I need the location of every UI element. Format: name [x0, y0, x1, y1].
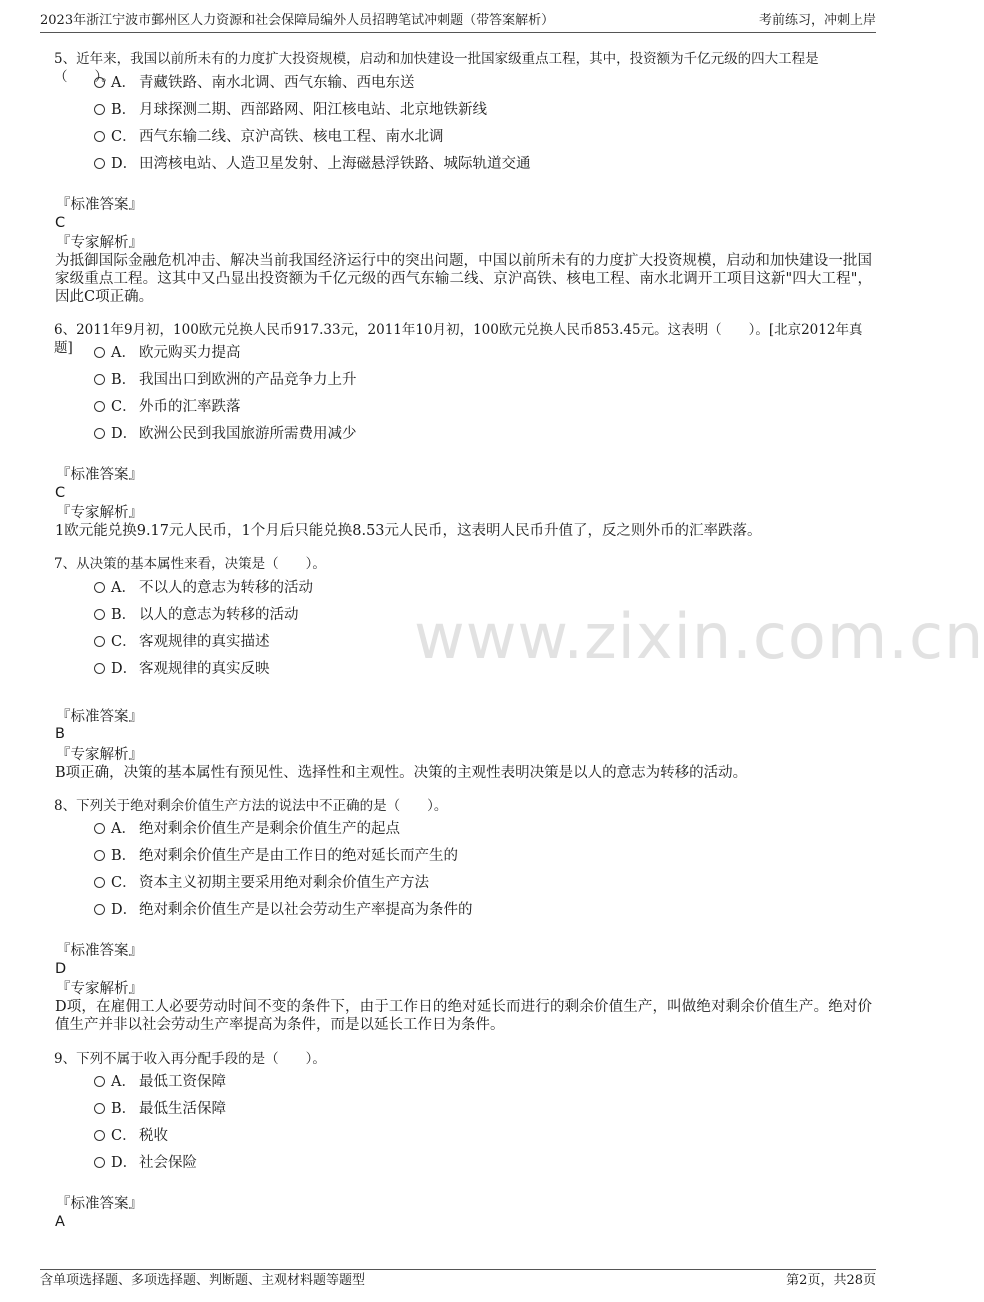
option-c[interactable]: C． 西气东输二线、京沪高铁、核电工程、南水北调 [94, 127, 444, 147]
answer-value: C [55, 485, 66, 501]
option-a[interactable]: A． 最低工资保障 [94, 1072, 226, 1092]
radio-icon[interactable] [94, 582, 105, 593]
option-a[interactable]: A． 欧元购买力提高 [94, 343, 241, 363]
radio-icon[interactable] [94, 904, 105, 915]
option-d[interactable]: D． 绝对剩余价值生产是以社会劳动生产率提高为条件的 [94, 900, 473, 920]
question-stem: 7、从决策的基本属性来看，决策是（ ）。 [54, 556, 326, 572]
radio-icon[interactable] [94, 609, 105, 620]
radio-icon[interactable] [94, 1076, 105, 1087]
radio-icon[interactable] [94, 636, 105, 647]
answer-value: B [55, 726, 65, 742]
radio-icon[interactable] [94, 877, 105, 888]
radio-icon[interactable] [94, 428, 105, 439]
analysis-label: 『专家解析』 [56, 981, 143, 997]
answer-label: 『标准答案』 [56, 197, 143, 213]
analysis-text: 1欧元能兑换9.17元人民币，1个月后只能兑换8.53元人民币，这表明人民币升值了，反之则外币的汇率跌落。 [55, 523, 762, 539]
question-stem: 5、近年来，我国以前所未有的力度扩大投资规模，启动和加快建设一批国家级重点工程，其中，投资额为千亿元级的四大工程是（ ）。 [54, 51, 819, 85]
analysis-label: 『专家解析』 [56, 505, 143, 521]
option-b[interactable]: B． 绝对剩余价值生产是由工作日的绝对延长而产生的 [94, 846, 458, 866]
radio-icon[interactable] [94, 347, 105, 358]
answer-value: C [55, 215, 66, 231]
analysis-label: 『专家解析』 [56, 747, 143, 763]
analysis-text: D项，在雇佣工人必要劳动时间不变的条件下，由于工作日的绝对延长而进行的剩余价值生产，叫做绝对剩余价值生产。绝对价值生产并非以社会劳动生产率提高为条件，而是以延长工作日为条件。 [55, 999, 872, 1033]
analysis-text: B项正确，决策的基本属性有预见性、选择性和主观性。决策的主观性表明决策是以人的意志为转移的活动。 [55, 765, 748, 781]
radio-icon[interactable] [94, 158, 105, 169]
analysis-text: 为抵御国际金融危机冲击、解决当前我国经济运行中的突出问题，中国以前所未有的力度扩大投资规模，启动和加快建设一批国家级重点工程。这其中又凸显出投资额为千亿元级的西气东输二线、京沪高铁、核电工程、南水北调开工项目这新"四大工程"，因此C项正确。 [55, 253, 872, 305]
option-b[interactable]: B． 最低生活保障 [94, 1099, 226, 1119]
header-slogan: 考前练习，冲刺上岸 [758, 13, 876, 28]
page-footer [40, 1269, 876, 1292]
option-a[interactable]: A． 不以人的意志为转移的活动 [94, 578, 313, 598]
radio-icon[interactable] [94, 823, 105, 834]
radio-icon[interactable] [94, 131, 105, 142]
answer-value: D [55, 961, 67, 977]
radio-icon[interactable] [94, 1103, 105, 1114]
analysis-label: 『专家解析』 [56, 235, 143, 251]
option-c[interactable]: C． 资本主义初期主要采用绝对剩余价值生产方法 [94, 873, 429, 893]
option-a[interactable]: A． 青藏铁路、南水北调、西气东输、西电东送 [94, 73, 415, 93]
radio-icon[interactable] [94, 77, 105, 88]
option-c[interactable]: C． 外币的汇率跌落 [94, 397, 241, 417]
answer-label: 『标准答案』 [56, 943, 143, 959]
watermark: www.zixin.com.cn [414, 600, 984, 673]
document-title: 2023年浙江宁波市鄞州区人力资源和社会保障局编外人员招聘笔试冲刺题（带答案解析） [40, 13, 555, 28]
answer-label: 『标准答案』 [56, 1196, 143, 1212]
question-stem: 6、2011年9月初，100欧元兑换人民币917.33元，2011年10月初，100欧元兑换人民币853.45元。这表明（ ）。[北京2012年真题] [54, 322, 863, 356]
option-b[interactable]: B． 我国出口到欧洲的产品竞争力上升 [94, 370, 357, 390]
radio-icon[interactable] [94, 104, 105, 115]
option-b[interactable]: B． 月球探测二期、西部路网、阳江核电站、北京地铁新线 [94, 100, 487, 120]
radio-icon[interactable] [94, 1130, 105, 1141]
radio-icon[interactable] [94, 850, 105, 861]
question-stem: 8、下列关于绝对剩余价值生产方法的说法中不正确的是（ ）。 [54, 798, 448, 814]
page-number: 第2页，共28页 [786, 1273, 876, 1288]
footer-note: 含单项选择题、多项选择题、判断题、主观材料题等题型 [40, 1273, 366, 1288]
option-c[interactable]: C． 税收 [94, 1126, 168, 1146]
option-d[interactable]: D． 欧洲公民到我国旅游所需费用减少 [94, 424, 357, 444]
page-header [40, 10, 876, 33]
radio-icon[interactable] [94, 663, 105, 674]
radio-icon[interactable] [94, 1157, 105, 1168]
option-b[interactable]: B． 以人的意志为转移的活动 [94, 605, 299, 625]
answer-label: 『标准答案』 [56, 709, 143, 725]
option-d[interactable]: D． 社会保险 [94, 1153, 197, 1173]
answer-value: A [55, 1214, 65, 1230]
option-d[interactable]: D． 客观规律的真实反映 [94, 659, 270, 679]
option-c[interactable]: C． 客观规律的真实描述 [94, 632, 270, 652]
radio-icon[interactable] [94, 374, 105, 385]
option-d[interactable]: D． 田湾核电站、人造卫星发射、上海磁悬浮铁路、城际轨道交通 [94, 154, 531, 174]
question-stem: 9、下列不属于收入再分配手段的是（ ）。 [54, 1051, 326, 1067]
radio-icon[interactable] [94, 401, 105, 412]
answer-label: 『标准答案』 [56, 467, 143, 483]
option-a[interactable]: A． 绝对剩余价值生产是剩余价值生产的起点 [94, 819, 400, 839]
